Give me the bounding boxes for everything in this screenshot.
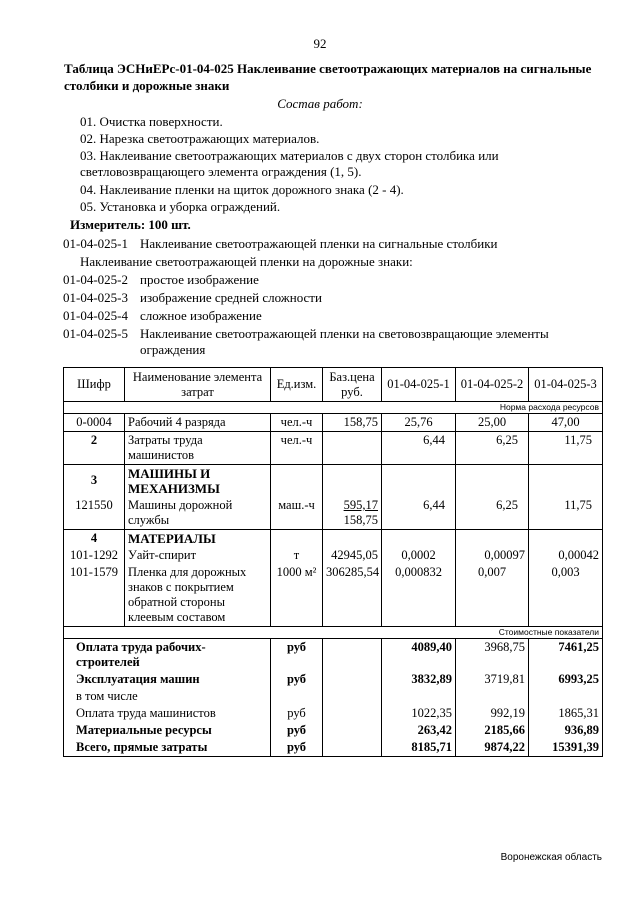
header-shifr: Шифр <box>64 368 125 402</box>
row-value-2: 0,00097 <box>456 547 529 564</box>
sub-heading: Наклеивание светоотражающей пленки на дорожные знаки: <box>80 254 413 269</box>
cost-name: Эксплуатация машин <box>64 671 271 688</box>
cost-name: Материальные ресурсы <box>64 722 271 739</box>
header-unit: Ед.изм. <box>271 368 323 402</box>
work-item-3: 03. Наклеивание светоотражающих материалов с двух сторон столбика или <box>80 148 499 163</box>
code-5: 01-04-025-5 <box>63 326 128 341</box>
footer-region: Воронежская область <box>500 852 602 863</box>
row-unit: чел.-ч <box>271 432 323 465</box>
cost-unit: руб <box>271 671 323 688</box>
table-row <box>64 432 603 465</box>
row-value-1: 0,0002 <box>382 547 456 564</box>
cost-value-3: 15391,39 <box>529 739 603 757</box>
row-code: 0-0004 <box>64 414 125 432</box>
norma-label: Норма расхода ресурсов <box>382 402 603 414</box>
cost-unit: руб <box>271 705 323 722</box>
cost-name: Оплата труда машинистов <box>64 705 271 722</box>
cost-value-3: 6993,25 <box>529 671 603 688</box>
cost-value-3: 1865,31 <box>529 705 603 722</box>
code-4: 01-04-025-4 <box>63 308 128 323</box>
row-price <box>323 432 382 465</box>
work-item-4: 04. Наклеивание пленки на щиток дорожного знака (2 - 4). <box>80 182 404 197</box>
code-3-text: изображение средней сложности <box>140 290 322 305</box>
cost-row <box>64 688 603 705</box>
row-code: 101-1579 <box>64 564 125 627</box>
row-value-1: 6,44 <box>382 432 456 465</box>
row-price: 306285,54 <box>323 564 382 627</box>
cost-value-1: 4089,40 <box>382 639 456 672</box>
table-row <box>64 547 603 564</box>
row-value-3: 11,75 <box>529 497 603 530</box>
row-value-1: 6,44 <box>382 497 456 530</box>
cost-value-3: 7461,25 <box>529 639 603 672</box>
row-name: Затраты труда машинистов <box>125 432 271 465</box>
section-code: 4 <box>64 530 125 548</box>
row-price <box>323 497 382 530</box>
row-name: Машины дорожной службы <box>125 497 271 530</box>
cost-row <box>64 639 603 672</box>
row-name: Пленка для дорожных знаков с покрытием обратной стороны клеевым составом <box>125 564 271 627</box>
page-number: 92 <box>313 36 327 51</box>
row-value-3: 0,00042 <box>529 547 603 564</box>
resource-table <box>63 367 603 757</box>
table-section-row <box>64 465 603 498</box>
cost-row <box>64 705 603 722</box>
cost-value-1: 1022,35 <box>382 705 456 722</box>
measure-unit: Измеритель: 100 шт. <box>70 217 191 232</box>
composition-label: Состав работ: <box>277 96 363 111</box>
section-title: МАШИНЫ И МЕХАНИЗМЫ <box>125 465 271 498</box>
section-title: МАТЕРИАЛЫ <box>125 530 271 548</box>
cost-value-1: 263,42 <box>382 722 456 739</box>
header-col-3: 01-04-025-3 <box>529 368 603 402</box>
cost-name: Всего, прямые затраты <box>64 739 271 757</box>
code-3: 01-04-025-3 <box>63 290 128 305</box>
cost-subheading: в том числе <box>64 688 271 705</box>
row-name: Рабочий 4 разряда <box>125 414 271 432</box>
cost-row <box>64 739 603 757</box>
work-item-1: 01. Очистка поверхности. <box>80 114 223 129</box>
row-unit: 1000 м² <box>271 564 323 627</box>
work-item-3-cont: светловозвращающего элемента ограждения (1, 5). <box>80 164 362 179</box>
row-value-2: 6,25 <box>456 432 529 465</box>
cost-unit: руб <box>271 639 323 672</box>
cost-value-3: 936,89 <box>529 722 603 739</box>
row-code: 121550 <box>64 497 125 530</box>
work-item-5: 05. Установка и уборка ограждений. <box>80 199 281 214</box>
code-2: 01-04-025-2 <box>63 272 128 287</box>
code-4-text: сложное изображение <box>140 308 262 323</box>
row-unit: маш.-ч <box>271 497 323 530</box>
table-title: Таблица ЭСНиЕРс-01-04-025 Наклеивание светоотражающих материалов на сигнальные столбики и дорожные знаки <box>64 61 592 93</box>
row-value-2: 0,007 <box>456 564 529 627</box>
cost-unit: руб <box>271 739 323 757</box>
cost-name: Оплата труда рабочих-строителей <box>64 639 271 672</box>
cost-value-1: 3832,89 <box>382 671 456 688</box>
row-price: 158,75 <box>323 414 382 432</box>
cost-value-1: 8185,71 <box>382 739 456 757</box>
row-price: 42945,05 <box>323 547 382 564</box>
row-value-3: 47,00 <box>529 414 603 432</box>
row-value-3: 0,003 <box>529 564 603 627</box>
cost-value-2: 3968,75 <box>456 639 529 672</box>
row-value-1: 25,76 <box>382 414 456 432</box>
code-5-text: Наклеивание светоотражающей пленки на световозвращающие элементы <box>140 326 549 341</box>
table-row <box>64 564 603 627</box>
header-col-1: 01-04-025-1 <box>382 368 456 402</box>
row-value-2: 25,00 <box>456 414 529 432</box>
cost-value-2: 9874,22 <box>456 739 529 757</box>
row-code: 101-1292 <box>64 547 125 564</box>
row-value-2: 6,25 <box>456 497 529 530</box>
row-unit: т <box>271 547 323 564</box>
row-value-1: 0,000832 <box>382 564 456 627</box>
price-denominator: 158,75 <box>343 513 378 527</box>
cost-unit: руб <box>271 722 323 739</box>
row-unit: чел.-ч <box>271 414 323 432</box>
row-value-3: 11,75 <box>529 432 603 465</box>
row-name: Уайт-спирит <box>125 547 271 564</box>
table-row <box>64 497 603 530</box>
code-1: 01-04-025-1 <box>63 236 128 251</box>
header-col-2: 01-04-025-2 <box>456 368 529 402</box>
cost-value-2: 3719,81 <box>456 671 529 688</box>
table-section-row <box>64 530 603 548</box>
header-price: Баз.цена руб. <box>323 368 382 402</box>
price-numerator: 595,17 <box>343 498 378 512</box>
code-5-text-cont: ограждения <box>140 342 206 357</box>
header-name: Наименование элемента затрат <box>125 368 271 402</box>
cost-row <box>64 671 603 688</box>
section-code: 3 <box>64 465 125 498</box>
work-item-2: 02. Нарезка светоотражающих материалов. <box>80 131 320 146</box>
table-row <box>64 414 603 432</box>
row-code: 2 <box>64 432 125 465</box>
cost-value-2: 2185,66 <box>456 722 529 739</box>
cost-row <box>64 722 603 739</box>
code-2-text: простое изображение <box>140 272 259 287</box>
cost-label: Стоимостные показатели <box>382 627 603 639</box>
code-1-text: Наклеивание светоотражающей пленки на сигнальные столбики <box>140 236 498 251</box>
cost-value-2: 992,19 <box>456 705 529 722</box>
